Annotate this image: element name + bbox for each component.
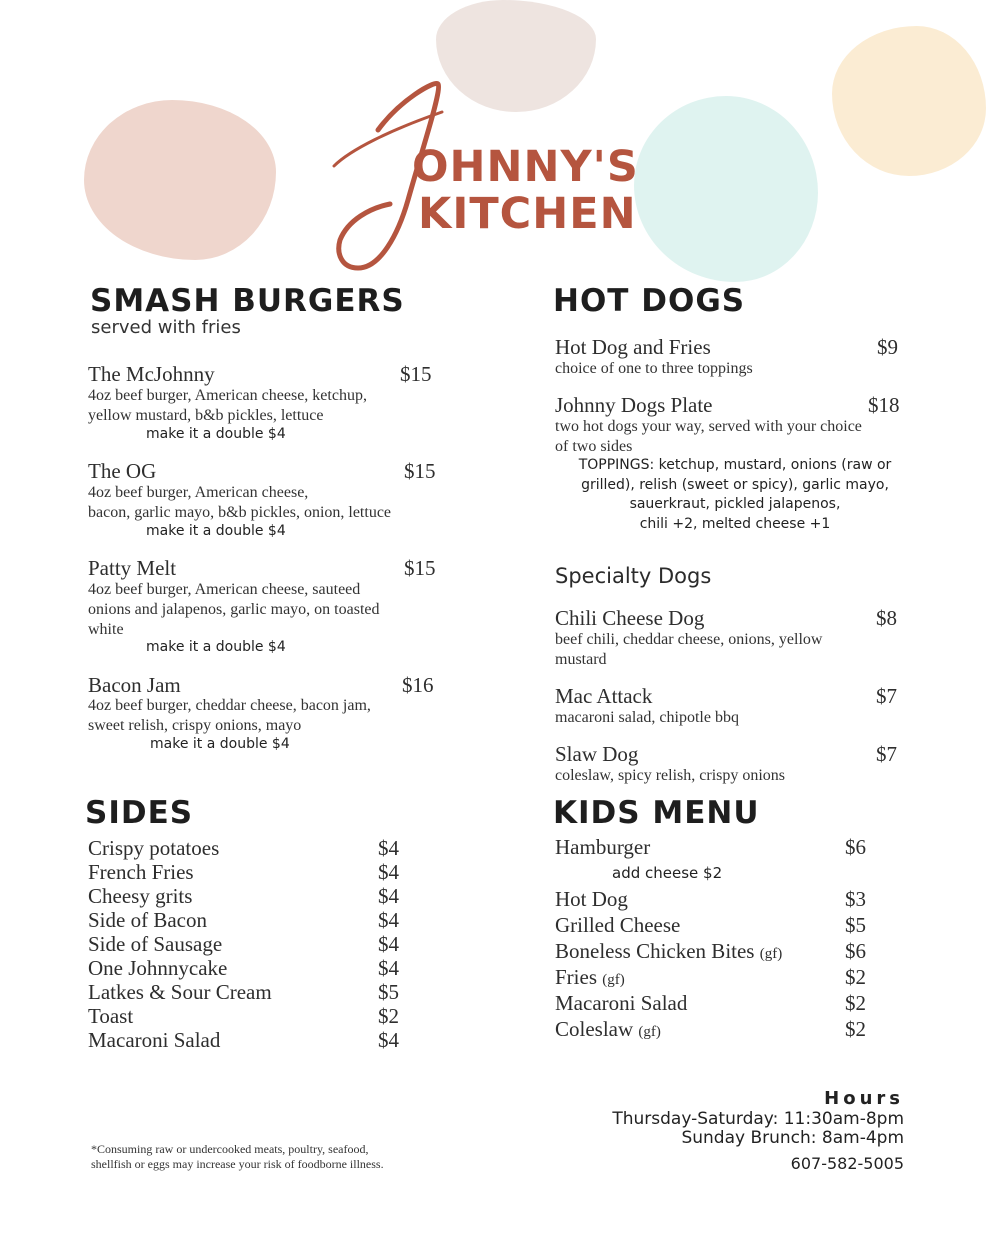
item-name: Chili Cheese Dog	[555, 606, 705, 630]
kids-title: KIDS MENU	[553, 795, 760, 831]
smash-subtitle: served with fries	[91, 317, 241, 338]
side-name: Latkes & Sour Cream	[88, 980, 272, 1004]
item-name: Johnny Dogs Plate	[555, 393, 713, 417]
phone-number: 607-582-5005	[790, 1154, 904, 1173]
disclaimer-line: *Consuming raw or undercooked meats, poultry, seafood,	[91, 1142, 369, 1156]
item-desc: 4oz beef burger, American cheese, ketchup,	[88, 387, 367, 404]
toppings-line: chili +2, melted cheese +1	[639, 515, 831, 532]
item-desc: 4oz beef burger, American cheese, sauteed	[88, 581, 361, 598]
side-price: $4	[378, 956, 399, 980]
hours-title: Hours	[824, 1088, 904, 1109]
disclaimer-line: shellfish or eggs may increase your risk of foodborne illness.	[91, 1157, 384, 1171]
kids-item-name: Grilled Cheese	[555, 913, 681, 937]
logo-line-2: KITCHEN	[418, 189, 637, 239]
toppings-line: grilled), relish (sweet or spicy), garlic mayo,	[581, 476, 889, 493]
side-name: Cheesy grits	[88, 884, 193, 908]
item-desc: onions and jalapenos, garlic mayo, on toasted	[88, 601, 380, 618]
gray-blob	[436, 0, 596, 112]
item-name: Mac Attack	[555, 684, 653, 708]
side-price: $4	[378, 860, 399, 884]
pink-blob	[84, 100, 276, 260]
list-item	[88, 1004, 408, 1029]
list-item	[555, 887, 875, 912]
side-price: $4	[378, 1028, 399, 1052]
list-item	[555, 939, 875, 964]
list-item	[555, 965, 875, 990]
item-price: $9	[877, 335, 898, 359]
list-item	[555, 1017, 875, 1042]
side-price: $4	[378, 836, 399, 860]
item-name: The McJohnny	[88, 362, 215, 386]
item-desc: macaroni salad, chipotle bbq	[555, 709, 739, 726]
kids-item-name: Macaroni Salad	[555, 991, 688, 1015]
toppings-line: sauerkraut, pickled jalapenos,	[629, 496, 841, 512]
gf-tag: (gf)	[638, 1024, 661, 1040]
addon-option: add cheese $2	[612, 864, 723, 882]
side-price: $5	[378, 980, 399, 1004]
kids-item-name: Hot Dog	[555, 887, 628, 911]
item-desc: mustard	[555, 651, 607, 668]
item-price: $15	[404, 556, 436, 580]
sides-title: SIDES	[85, 795, 194, 831]
kids-item-price: $5	[845, 913, 866, 937]
specialty-title: Specialty Dogs	[555, 564, 712, 588]
kids-item-price: $3	[845, 887, 866, 911]
side-name: One Johnnycake	[88, 956, 228, 980]
item-desc: bacon, garlic mayo, b&b pickles, onion, lettuce	[88, 504, 392, 521]
toppings-line: TOPPINGS: ketchup, mustard, onions (raw or	[578, 457, 892, 473]
item-name: Patty Melt	[88, 556, 177, 580]
item-desc: two hot dogs your way, served with your choice	[555, 418, 862, 435]
item-price: $7	[876, 742, 897, 766]
item-price: $15	[400, 362, 432, 386]
double-option: make it a double $4	[146, 639, 286, 655]
item-desc: 4oz beef burger, American cheese,	[88, 484, 309, 501]
disclaimer	[91, 1142, 384, 1172]
kids-item-name: Hamburger	[555, 835, 651, 859]
item-name: Hot Dog and Fries	[555, 335, 711, 359]
side-name: Macaroni Salad	[88, 1028, 221, 1052]
side-name: French Fries	[88, 860, 194, 884]
kids-item-name: Coleslaw	[555, 1017, 634, 1041]
side-price: $4	[378, 908, 399, 932]
item-name: The OG	[88, 459, 157, 483]
double-option: make it a double $4	[146, 426, 286, 442]
list-item	[88, 884, 408, 909]
hotdogs-title: HOT DOGS	[553, 283, 746, 319]
list-item	[88, 932, 408, 957]
item-name: Slaw Dog	[555, 742, 639, 766]
list-item	[88, 1028, 408, 1053]
side-name: Side of Sausage	[88, 932, 223, 956]
logo-line-1: OHNNY'S	[412, 142, 639, 192]
hours-line: Sunday Brunch: 8am-4pm	[681, 1128, 904, 1148]
gf-tag: (gf)	[602, 972, 625, 988]
kids-item-price: $6	[845, 835, 866, 859]
kids-item-price: $2	[845, 1017, 866, 1041]
hours-line: Thursday-Saturday: 11:30am-8pm	[612, 1109, 904, 1129]
item-name: Bacon Jam	[88, 673, 181, 697]
smash-title: SMASH BURGERS	[90, 283, 405, 319]
item-desc: beef chili, cheddar cheese, onions, yellow	[555, 631, 823, 648]
list-item	[88, 908, 408, 933]
hours-block	[612, 1088, 904, 1174]
kids-item-price: $2	[845, 991, 866, 1015]
list-item	[88, 980, 408, 1005]
item-price: $7	[876, 684, 897, 708]
item-desc: choice of one to three toppings	[555, 360, 753, 377]
kids-item-name: Boneless Chicken Bites	[555, 939, 755, 963]
kids-item-name: Fries	[555, 965, 597, 989]
double-option: make it a double $4	[146, 523, 286, 539]
side-name: Toast	[88, 1004, 134, 1028]
item-price: $18	[868, 393, 900, 417]
list-item	[555, 835, 875, 860]
list-item	[88, 956, 408, 981]
side-name: Crispy potatoes	[88, 836, 220, 860]
list-item	[555, 913, 875, 938]
double-option: make it a double $4	[150, 736, 290, 752]
item-price: $8	[876, 606, 897, 630]
side-price: $4	[378, 884, 399, 908]
item-desc: sweet relish, crispy onions, mayo	[88, 717, 302, 734]
list-item	[555, 991, 875, 1016]
side-name: Side of Bacon	[88, 908, 207, 932]
item-desc: 4oz beef burger, cheddar cheese, bacon jam,	[88, 697, 371, 714]
gf-tag: (gf)	[759, 946, 783, 962]
kids-item-price: $6	[845, 939, 866, 963]
item-desc: white	[88, 621, 124, 638]
side-price: $4	[378, 932, 399, 956]
kids-item-price: $2	[845, 965, 866, 989]
peach-blob	[832, 26, 986, 176]
list-item	[88, 836, 408, 861]
item-desc: of two sides	[555, 438, 633, 455]
item-desc: yellow mustard, b&b pickles, lettuce	[88, 407, 324, 424]
item-price: $16	[402, 673, 434, 697]
mint-blob	[634, 96, 818, 282]
item-price: $15	[404, 459, 436, 483]
toppings-list	[540, 456, 930, 534]
item-desc: coleslaw, spicy relish, crispy onions	[555, 767, 786, 784]
list-item	[88, 860, 408, 885]
side-price: $2	[378, 1004, 399, 1028]
